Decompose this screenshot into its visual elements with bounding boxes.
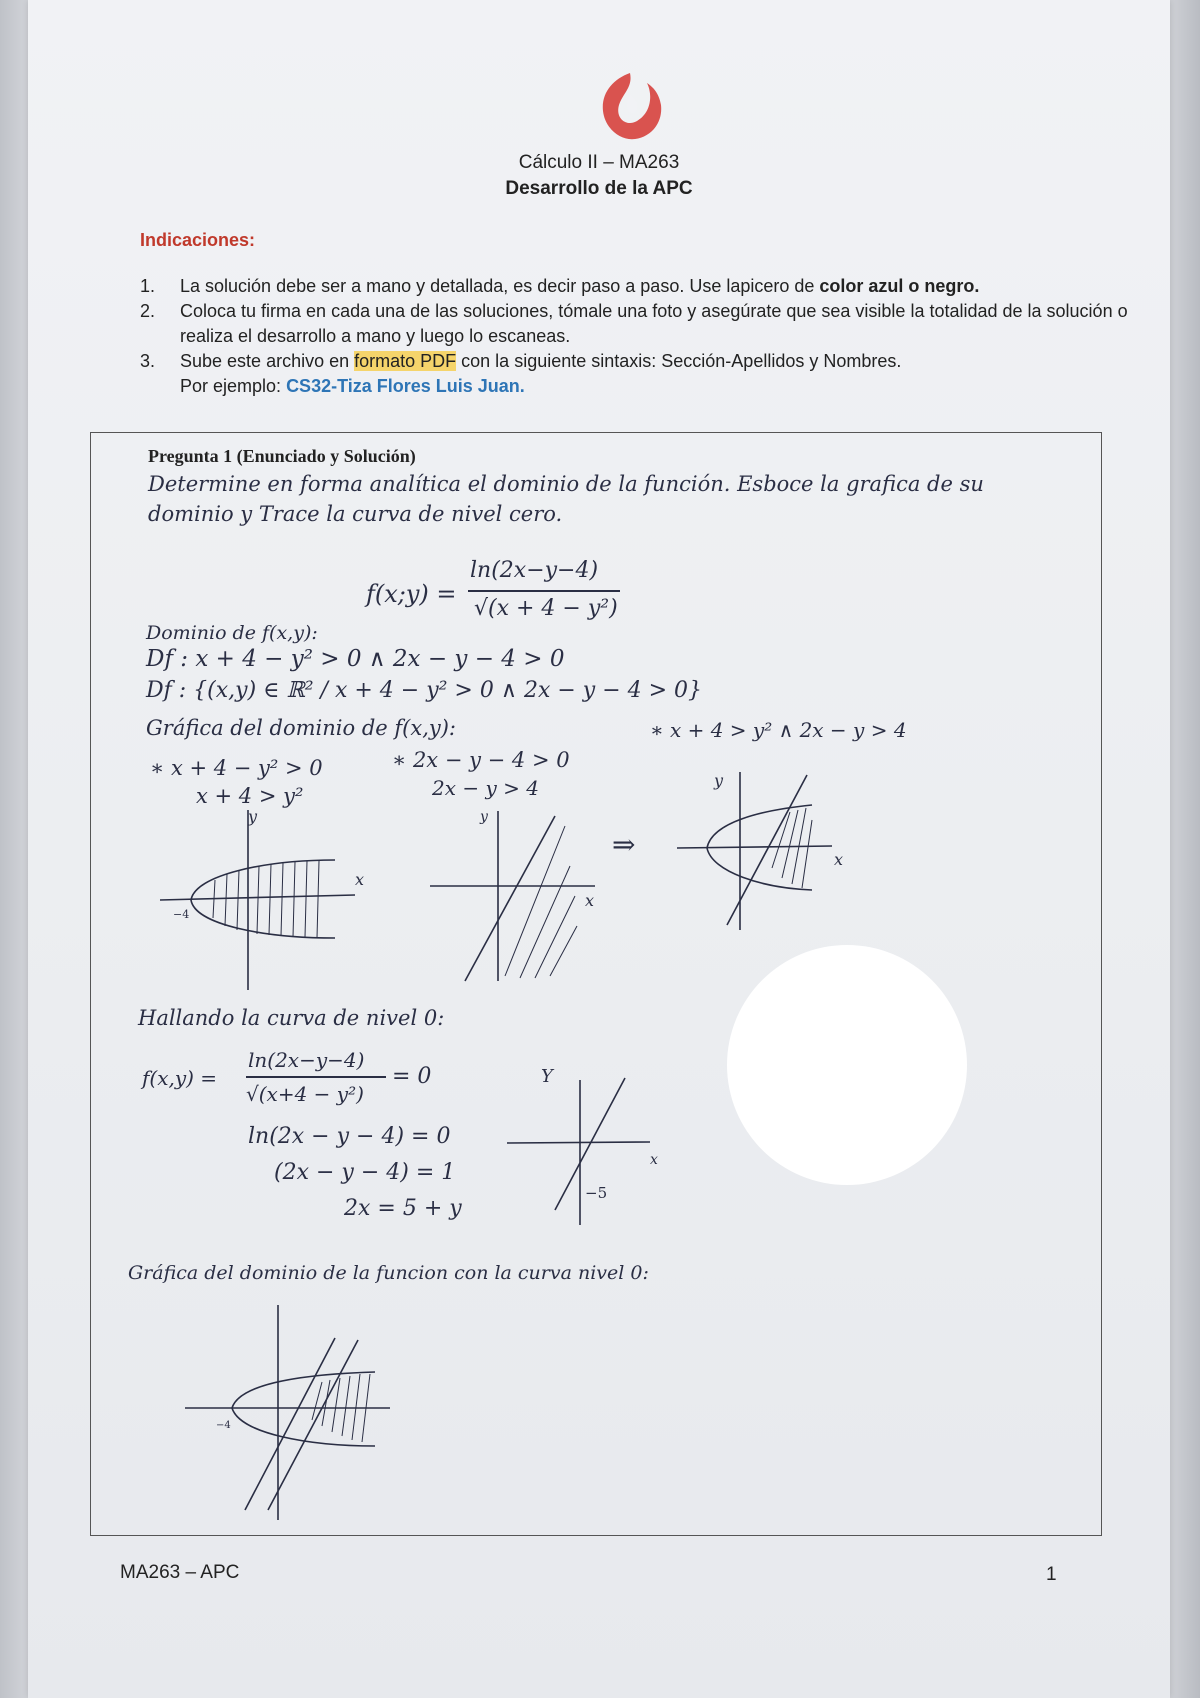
axis-label-y: Y [541,1066,553,1087]
footer-course-code: MA263 – APC [120,1562,240,1583]
question-title: Pregunta 1 (Enunciado y Solución) [148,446,416,466]
item-number: 3. [140,351,156,371]
university-logo [593,65,668,145]
page-number: 1 [1046,1564,1057,1585]
tick-label: −5 [585,1184,608,1202]
formula-denominator: √(x + 4 − y²) [474,596,618,621]
formula-lhs: f(x;y) = [366,580,457,608]
level-eq-denominator: √(x+4 − y²) [246,1082,364,1106]
condition-2: ∗ 2x − y − 4 > 0 [392,748,570,772]
item-number: 2. [140,301,156,321]
level-curve-heading: Hallando la curva de nivel 0: [138,1006,445,1030]
axis-label-x: x [355,870,365,889]
example-label: Por ejemplo: [180,376,287,396]
level-eq-lhs: f(x,y) = [142,1066,218,1090]
condition-2-simplified: 2x − y > 4 [432,776,539,800]
statement-line: Determine en forma analítica el dominio de la función. Esboce la grafica de su [148,472,984,496]
redaction-circle [727,945,967,1185]
tick-label: −4 [173,908,190,921]
course-title: Cálculo II – MA263 [518,152,680,173]
instruction-item [140,274,1140,299]
graph-level-curve [505,1060,665,1230]
item-text: Sube este archivo en formato PDF con la siguiente sintaxis: Sección-Apellidos y Nombres. Por ejemplo: CS32-Tiza Flores Luis Juan. [180,351,902,396]
formula-numerator: ln(2x−y−4) [470,558,599,583]
tick-label: −4 [216,1420,231,1431]
item-number: 1. [140,276,156,296]
level-eq-result: 2x = 5 + y [344,1196,462,1221]
document-subtitle: Desarrollo de la APC [505,178,693,199]
axis-label-y: y [248,807,258,826]
item-text: La solución debe ser a mano y detallada, es decir paso a paso. Use lapicero de color azul o negro. [180,276,980,296]
level-eq-step: ln(2x − y − 4) = 0 [248,1124,451,1149]
implies-arrow: ⇒ [612,828,636,861]
example-filename: CS32-Tiza Flores Luis Juan. [286,376,525,396]
instructions-title: Indicaciones: [140,230,256,250]
final-graph-heading: Gráfica del dominio de la funcion con la curva nivel 0: [128,1262,649,1284]
axis-label-x: x [650,1152,658,1168]
condition-1-simplified: x + 4 > y² [196,784,304,808]
item-text: Coloca tu firma en cada una de las soluciones, tómale una foto y asegúrate que sea visible la totalidad de la solución o realiza el desarrollo a mano y luego lo escaneas. [180,301,1128,346]
domain-set: Df : {(x,y) ∈ ℝ² / x + 4 − y² > 0 ∧ 2x − y − 4 > 0} [146,678,703,703]
axis-label-y: y [480,809,488,825]
statement-line: dominio y Trace la curva de nivel cero. [148,502,563,526]
instruction-item [140,299,1140,349]
fraction-bar [246,1076,386,1078]
condition-1: ∗ x + 4 − y² > 0 [150,756,323,780]
level-eq-numerator: ln(2x−y−4) [248,1048,365,1072]
domain-heading: Dominio de f(x,y): [146,622,318,644]
highlighted-text: formato PDF [354,351,457,371]
instructions-list [140,274,1140,399]
fraction-bar [468,590,620,592]
domain-condition: Df : x + 4 − y² > 0 ∧ 2x − y − 4 > 0 [146,646,565,672]
level-eq-step: (2x − y − 4) = 1 [274,1160,456,1185]
instruction-item [140,349,1140,399]
item-bold-text: color azul o negro. [819,276,980,296]
axis-label-x: x [585,891,595,910]
graph-parabola-domain [155,800,370,995]
graph-line-domain [425,806,605,986]
graph-combined-domain [672,760,857,935]
graph-final-domain [180,1300,410,1525]
graph-heading: Gráfica del dominio de f(x,y): [146,716,456,740]
condition-combined: ∗ x + 4 > y² ∧ 2x − y > 4 [650,718,907,742]
level-eq-rhs: = 0 [392,1064,432,1089]
axis-label-y: y [714,771,724,790]
axis-label-x: x [834,850,844,869]
